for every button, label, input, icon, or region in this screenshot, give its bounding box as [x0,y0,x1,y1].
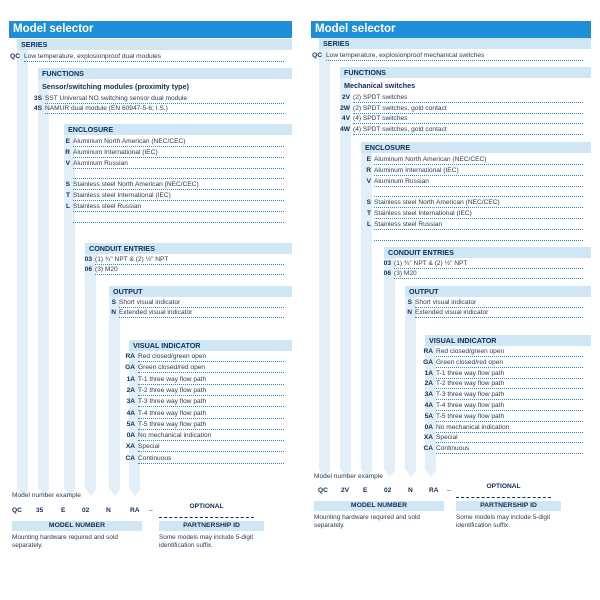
option-code: T [366,210,371,217]
option-code: R [65,148,70,156]
option-code: 2W [340,104,350,112]
option-desc: Stainless steel Russian [73,202,284,212]
example-dash: – [149,507,153,514]
option-desc: Green closed/red open [436,358,583,368]
option-code: 1A [126,375,135,383]
guide-arrow [85,488,97,496]
option-desc: Red closed/green open [436,347,583,357]
option-code: 03 [383,260,391,267]
option-code: E [366,156,371,163]
option-code: RA [423,348,433,355]
model-selector-right [311,21,591,539]
option-code: 0A [126,432,135,440]
example-code: RA [429,487,439,494]
option-code: N [111,309,116,316]
option-desc: T-2 three way flow path [138,386,284,396]
option-code: N [407,309,412,316]
example-code: QC [12,507,22,514]
optional-line [159,517,254,518]
section-header: SERIES [17,39,292,50]
option-desc [374,231,583,241]
option-code: 3S [33,95,42,102]
option-desc: Low temperature, explosionproof dual modules [24,52,284,62]
option-code: CA [423,445,433,453]
section-header: OUTPUT [109,286,292,297]
section-header: CONDUIT ENTRIES [384,247,591,258]
option-desc: Short visual indicator [415,298,583,308]
guide-stem [85,253,96,488]
option-code: S [65,181,70,189]
option-desc: T-3 three way flow path [436,390,583,400]
option-code: 0A [424,423,433,431]
option-desc: Aluminum Russian [73,159,284,169]
option-code: 3A [126,398,135,406]
option-desc: Short visual indicator [119,298,284,308]
option-code: 2V [341,94,350,101]
example-code: 02 [384,487,392,494]
option-desc: Aluminum Russian [374,177,583,187]
option-desc: Aluminum North American (NEC/CEC) [374,155,583,165]
option-desc: Special [138,442,284,452]
example-code: E [363,487,368,494]
option-desc: (3) M20 [95,265,284,275]
option-desc: T-5 three way flow path [138,420,284,430]
section-header: FUNCTIONS [340,67,591,78]
option-code: 3A [424,391,433,399]
option-desc: (1) ¾" NPT & (2) ½" NPT [95,255,284,265]
example-code: 2V [341,487,350,494]
option-desc: Continuous [436,444,583,454]
guide-arrow [109,488,121,496]
example-code: N [408,487,413,494]
option-code: 5A [424,412,433,420]
panel-title: Model selector [9,21,292,38]
option-desc: Green closed/red open [138,363,284,373]
option-code: L [366,220,371,228]
guide-stem [405,297,416,469]
guide-arrow [129,488,141,496]
option-code: XA [125,443,135,451]
option-code: V [65,159,70,167]
example-dash: – [447,487,451,494]
section-header: VISUAL INDICATOR [425,335,591,346]
section-subheader: Sensor/switching modules (proximity type) [42,82,189,91]
example-label: Model number example [314,473,383,480]
example-label: Model number example [12,492,81,499]
guide-stem [384,258,395,469]
option-code: CA [125,454,135,462]
example-code: E [61,507,66,514]
section-subheader: Mechanical switches [344,81,416,90]
option-desc: (2) SPDT switches [353,93,583,103]
option-code: QC [10,53,20,60]
option-desc: Stainless steel North American (NEC/CEC) [73,180,284,190]
option-code: T [65,192,70,199]
option-desc: T-3 three way flow path [138,397,284,407]
guide-arrow [425,469,437,477]
option-desc: Stainless steel International (IEC) [73,191,284,201]
guide-stem [17,49,28,488]
partnership-header: PARTNERSHIP ID [159,521,264,531]
guide-stem [109,296,120,488]
option-desc: (4) SPDT switches [353,114,583,124]
option-code: 2A [424,380,433,388]
panel-title: Model selector [311,21,591,38]
section-header: CONDUIT ENTRIES [85,243,292,254]
example-code: RA [130,507,140,514]
section-header: ENCLOSURE [64,124,292,135]
partnership-text: Some models may include 5-digit identification suffix. [159,534,254,549]
option-code: S [407,299,412,306]
option-desc: Aluminum North American (NEC/CEC) [73,137,284,147]
option-desc: T-4 three way flow path [138,409,284,419]
guide-arrow [384,469,396,477]
option-code: L [65,202,70,210]
model-selector-left [9,21,292,549]
option-desc: T-4 three way flow path [436,401,583,411]
guide-stem [319,49,330,469]
option-desc: T-1 three way flow path [436,369,583,379]
option-desc: Stainless steel Russian [374,220,583,230]
model-number-header: MODEL NUMBER [12,521,142,531]
model-number-text: Mounting hardware required and sold separately. [314,514,420,529]
section-header: ENCLOSURE [361,142,591,153]
partnership-header: PARTNERSHIP ID [456,501,561,511]
option-desc: T-1 three way flow path [138,375,284,385]
option-code: 4A [126,409,135,417]
option-code: XA [423,434,433,442]
option-desc: Aluminum International (IEC) [73,148,284,158]
option-desc: (4) SPDT switches, gold contact [353,125,583,135]
option-code: S [111,299,116,306]
option-desc: T-2 three way flow path [436,379,583,389]
guide-arrow [405,469,417,477]
section-header: SERIES [319,38,591,49]
option-desc: NAMUR dual module (EN 60947-5-6; I.S.) [45,104,284,114]
option-code: 4S [33,105,42,112]
section-header: OUTPUT [405,286,591,297]
section-header: VISUAL INDICATOR [129,340,292,351]
option-desc: (1) ¾" NPT & (2) ½" NPT [394,259,583,269]
option-desc: Low temperature, explosionproof mechanical switches [326,51,583,61]
guide-stem [340,76,351,469]
optional-label: OPTIONAL [189,503,224,510]
option-code: RA [125,353,135,360]
option-code: 1A [424,369,433,377]
option-code: GA [423,358,433,366]
option-code: 4V [341,115,350,122]
option-code: E [65,138,70,145]
option-desc: Continuous [138,454,284,464]
option-desc: Stainless steel International (IEC) [374,209,583,219]
guide-stem [38,76,49,488]
option-desc [374,187,583,197]
option-code: 4W [340,125,350,133]
option-code: 4A [424,402,433,409]
example-code: N [106,507,111,514]
option-code: V [366,177,371,185]
optional-line [456,497,551,498]
option-code: GA [125,364,135,372]
option-desc: Stainless steel North American (NEC/CEC) [374,198,583,208]
example-code: 35 [36,507,44,514]
optional-label: OPTIONAL [486,483,521,490]
model-number-text: Mounting hardware required and sold separately. [12,534,118,549]
option-desc: Special [436,433,583,443]
option-code: 03 [84,256,92,263]
option-desc: (3) M20 [394,269,583,279]
option-code: 5A [126,420,135,428]
example-code: 02 [82,507,90,514]
example-code: QC [318,487,328,494]
option-desc: Red closed/green open [138,352,284,362]
option-code: QC [312,52,322,59]
option-code: S [366,199,371,207]
option-desc: Extended visual indicator [415,308,583,318]
section-header: FUNCTIONS [38,68,292,79]
option-code: 06 [383,270,391,277]
option-desc: No mechanical indication [138,431,284,441]
option-code: R [366,166,371,174]
option-code: 06 [84,266,92,273]
option-desc: Extended visual indicator [119,308,284,318]
option-desc [73,213,284,223]
option-desc: (2) SPDT switches, gold contact [353,104,583,114]
option-code: 2A [126,386,135,394]
option-desc: T-5 three way flow path [436,412,583,422]
option-desc [73,169,284,179]
partnership-text: Some models may include 5-digit identification suffix. [456,514,551,529]
model-number-header: MODEL NUMBER [314,501,444,511]
option-desc: Aluminum International (IEC) [374,166,583,176]
option-desc: SST Universal NO switching sensor dual module [45,94,284,104]
option-desc: No mechanical indication [436,423,583,433]
